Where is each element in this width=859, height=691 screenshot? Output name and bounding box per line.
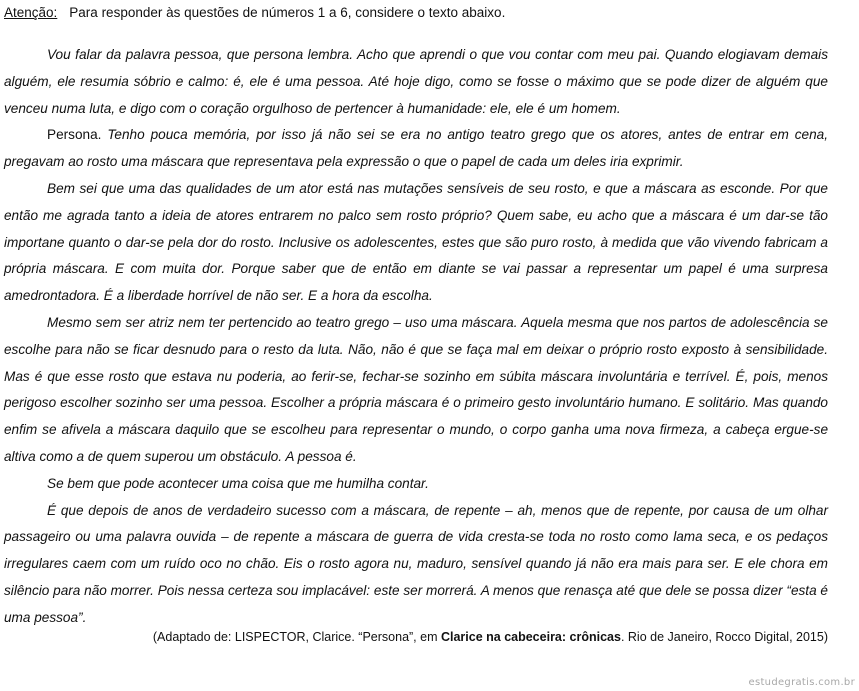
site-watermark: estudegratis.com.br — [748, 677, 855, 688]
document-page — [4, 4, 828, 632]
paragraph-4: Mesmo sem ser atriz nem ter pertencido ao teatro grego – uso uma máscara. Aquela mesma que nos partos de adolescência se escolhe para não se ficar desnudo para o resto da luta. Não, não é que se faça mal em deixar o próprio rosto exposto à sensibilidade. Mas é que esse rosto que estava nu poderia, ao ferir-se, fechar-se sozinho em súbita máscara involuntária e terrível. É, pois, menos perigoso escolher sozinho ser uma pessoa. Escolher a própria máscara é o primeiro gesto involuntário humano. E solitário. Mas quando enfim se afivela a máscara daquilo que se escolheu para representar o mundo, o corpo ganha uma nova firmeza, a cabeça ergue-se altiva como a de quem superou um obstáculo. A pessoa é. — [4, 314, 828, 464]
instruction-header — [4, 4, 828, 22]
instruction-text: Para responder às questões de números 1 a 6, considere o texto abaixo. — [69, 5, 506, 20]
paragraph-1: Vou falar da palavra pessoa, que persona lembra. Acho que aprendi o que vou contar com meu pai. Quando elogiavam demais alguém, ele resumia sóbrio e calmo: é, ele é uma pessoa. Até hoje digo, como se fosse o máximo que se pode dizer de alguém que venceu numa luta, e digo com o coração orgulhoso de pertencer à humanidade: ele, ele é um homem. — [4, 47, 828, 116]
citation-book-title: Clarice na cabeceira: crônicas — [440, 630, 621, 644]
source-citation — [153, 629, 828, 645]
attention-label: Atenção: — [4, 5, 58, 20]
paragraph-2 — [4, 122, 828, 176]
citation-suffix: . Rio de Janeiro, Rocco Digital, 2015) — [620, 630, 828, 644]
paragraph-6: É que depois de anos de verdadeiro sucesso com a máscara, de repente – ah, menos que de repente, por causa de um olhar passageiro ou uma palavra ouvida – de repente a máscara de guerra de vida cresta-se toda no rosto como lama seca, e os pedaços irregulares caem com um ruído oco no chão. Eis o rosto agora nu, maduro, sensível quando já não era mais para ser. E ele chora em silêncio para não morrer. Pois nessa certeza sou implacável: este ser morrerá. A menos que renasça até que dele se possa dizer “esta é uma pessoa”. — [4, 502, 828, 625]
paragraph-3: Bem sei que uma das qualidades de um ator está nas mutações sensíveis de seu rosto, e que a máscara as esconde. Por que então me agrada tanto a ideia de atores entrarem no palco sem rosto próprio? Quem sabe, eu acho que a máscara é um dar-se tão importane quanto o dar-se pela dor do rosto. Inclusive os adolescentes, estes que são puro rosto, à medida que vão vivendo fabricam a própria máscara. E com muita dor. Porque saber que de então em diante se vai passar a representar um papel é uma surpresa amedrontadora. É a liberdade horrível de não ser. E a hora da escolha. — [4, 180, 828, 304]
passage-text — [4, 42, 828, 632]
paragraph-2-lead: Persona. — [47, 127, 102, 143]
paragraph-2-body: Tenho pouca memória, por isso já não sei se era no antigo teatro grego que os atores, antes de entrar em cena, pregavam ao rosto uma máscara que representava pela expressão o que o papel de cada um deles iria exprimir. — [4, 127, 828, 170]
paragraph-5: Se bem que pode acontecer uma coisa que me humilha contar. — [47, 475, 429, 491]
citation-prefix: (Adaptado de: LISPECTOR, Clarice. “Persona”, em — [152, 630, 441, 644]
